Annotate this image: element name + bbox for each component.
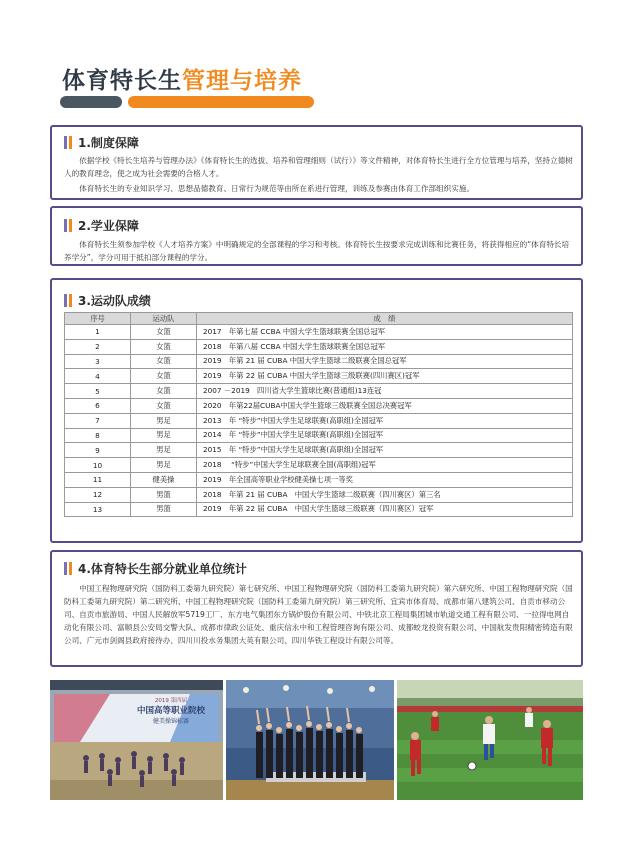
- table-row: [65, 472, 573, 487]
- photo-football-match: [397, 680, 583, 800]
- row-index: 12: [65, 487, 131, 502]
- table-row: [65, 502, 573, 517]
- row-result: 2018 年第 21 届 CUBA 中国大学生篮球二级联赛（四川赛区）第三名: [197, 487, 573, 502]
- column-header: 序号: [65, 313, 131, 325]
- row-team: 男足: [131, 413, 197, 428]
- row-index: 13: [65, 502, 131, 517]
- row-index: 3: [65, 354, 131, 369]
- section-heading-text: 4.体育特长生部分就业单位统计: [78, 562, 247, 576]
- row-index: 2: [65, 339, 131, 354]
- row-index: 5: [65, 384, 131, 399]
- row-team: 女篮: [131, 398, 197, 413]
- heading-marker-icon: [64, 294, 67, 307]
- section-paragraph: 依据学校《特长生培养与管理办法》《体育特长生的选拔、培养和管理细则（试行）》等文件精神，对体育特长生进行全方位管理与培养，坚持立德树人的教育理念，使之成为社会需要的合格人才。: [64, 156, 573, 178]
- photo-aerobics-team: [50, 680, 223, 800]
- table-row: [65, 443, 573, 458]
- table-row: [65, 369, 573, 384]
- page-title-part1: 体育特长生: [62, 68, 182, 94]
- row-result: 2018 “特步”中国大学生足球联赛全国(高职组)冠军: [197, 458, 573, 473]
- row-team: 女篮: [131, 354, 197, 369]
- photo-football-image: [397, 680, 583, 800]
- table-header-row: [65, 313, 573, 325]
- row-result: 2018 年第八届 CCBA 中国大学生篮球联赛全国总冠军: [197, 339, 573, 354]
- row-index: 10: [65, 458, 131, 473]
- heading-marker-icon: [64, 219, 67, 232]
- row-team: 女篮: [131, 325, 197, 340]
- row-index: 9: [65, 443, 131, 458]
- section-paragraph: 体育特长生的专业知识学习、思想品德教育、日常行为规范等由所在系进行管理，训练及参赛由体育工作部组织实施。: [79, 184, 475, 193]
- row-team: 男足: [131, 428, 197, 443]
- heading-marker-icon: [64, 562, 67, 575]
- row-result: 2019 年全国高等职业学校健美操七项一等奖: [197, 472, 573, 487]
- section-paragraph: 体育特长生须参加学校《人才培养方案》中明确规定的全部课程的学习和考核。体育特长生按要求完成训练和比赛任务，将获得相应的“体育特长培养学分”，学分可用于抵扣部分课程的学分。: [64, 240, 570, 262]
- photo-basketball-team: [226, 680, 394, 800]
- table-row: [65, 354, 573, 369]
- row-team: 女篮: [131, 384, 197, 399]
- banner-year: 2019 第四届: [154, 698, 188, 704]
- results-table: [64, 312, 573, 517]
- section-team-results: [50, 278, 583, 543]
- row-team: 男篮: [131, 487, 197, 502]
- table-row: [65, 428, 573, 443]
- row-index: 4: [65, 369, 131, 384]
- heading-marker-icon: [69, 294, 72, 307]
- row-result: 2017 年第七届 CCBA 中国大学生篮球联赛全国总冠军: [197, 325, 573, 340]
- row-team: 女篮: [131, 339, 197, 354]
- section-heading-text: 2.学业保障: [78, 219, 139, 233]
- row-result: 2013 年 “特步”中国大学生足球联赛(高职组)全国冠军: [197, 413, 573, 428]
- row-team: 女篮: [131, 369, 197, 384]
- section-heading: [64, 560, 247, 577]
- row-result: 2019 年第 21 届 CUBA 中国大学生篮球二级联赛全国总冠军: [197, 354, 573, 369]
- row-index: 7: [65, 413, 131, 428]
- section-heading-text: 1.制度保障: [78, 136, 139, 150]
- section-heading-text: 3.运动队成绩: [78, 294, 151, 308]
- section-employers: [50, 550, 583, 667]
- row-result: 2020 年第22届CUBA中国大学生篮球三级联赛全国总决赛冠军: [197, 398, 573, 413]
- table-row: [65, 413, 573, 428]
- table-row: [65, 325, 573, 340]
- table-row: [65, 398, 573, 413]
- banner-line2: 健美操锦标赛: [152, 718, 189, 725]
- column-header: 运动队: [131, 313, 197, 325]
- row-index: 1: [65, 325, 131, 340]
- table-row: [65, 339, 573, 354]
- row-team: 男足: [131, 443, 197, 458]
- section-heading: [64, 292, 151, 309]
- heading-marker-icon: [64, 136, 67, 149]
- section-heading: [64, 134, 139, 151]
- heading-marker-icon: [69, 136, 72, 149]
- banner-line1: 中国高等职业院校: [136, 706, 205, 716]
- heading-marker-icon: [69, 562, 72, 575]
- title-underline-orange: [128, 96, 314, 108]
- table-row: [65, 458, 573, 473]
- row-team: 健美操: [131, 472, 197, 487]
- page-title: [62, 62, 302, 95]
- row-result: 2014 年 “特步”中国大学生足球联赛(高职组)全国冠军: [197, 428, 573, 443]
- section-heading: [64, 217, 139, 234]
- photo-basketball-image: [226, 680, 394, 800]
- row-index: 6: [65, 398, 131, 413]
- row-team: 男足: [131, 458, 197, 473]
- section-paragraph: 中国工程物理研究院（国防科工委第九研究院）第七研究所、中国工程物理研究院（国防科工委第九研究院）第六研究所、中国工程物理研究院（国防科工委第九研究院）第二研究所、中国工程物理研究院（国防科工委第九研究院）第三研究所、宜宾市体育局、成都市第八建筑公司、自贡市移动公司、自贡市旅游局、中国人民解放军5719工厂、东方电气集团东方锅炉股份有限公司、中铁北京工程局集团城市轨道交通工程有限公司、一拉得电网自动化有限公司、富顺县公安局交警大队、成都市律政公证处、重庆信永中和工程管理咨询有限公司、成都蛟龙投资有限公司、中国航发贵阳精密铸造有限公司、广元市剑阁县政府接待办、四川川投水务集团大英有限公司、四川华铁工程设计有限公司等。: [64, 584, 573, 645]
- row-result: 2019 年第 22 届 CUBA 中国大学生篮球三级联赛(四川赛区)冠军: [197, 369, 573, 384]
- table-row: [65, 487, 573, 502]
- row-index: 11: [65, 472, 131, 487]
- heading-marker-icon: [69, 219, 72, 232]
- table-row: [65, 384, 573, 399]
- section-academic-guarantee: [50, 206, 583, 266]
- title-underline-dark: [60, 96, 122, 108]
- row-index: 8: [65, 428, 131, 443]
- row-result: 2007 －2019 四川省大学生篮球比赛(普通组)13连冠: [197, 384, 573, 399]
- page-title-part2: 管理与培养: [182, 68, 302, 94]
- row-result: 2019 年第 22 届 CUBA 中国大学生篮球三级联赛（四川赛区）冠军: [197, 502, 573, 517]
- row-team: 男篮: [131, 502, 197, 517]
- row-result: 2015 年 “特步”中国大学生足球联赛(高职组)全国冠军: [197, 443, 573, 458]
- section-institutional-guarantee: [50, 125, 583, 200]
- column-header: 成 绩: [197, 313, 573, 325]
